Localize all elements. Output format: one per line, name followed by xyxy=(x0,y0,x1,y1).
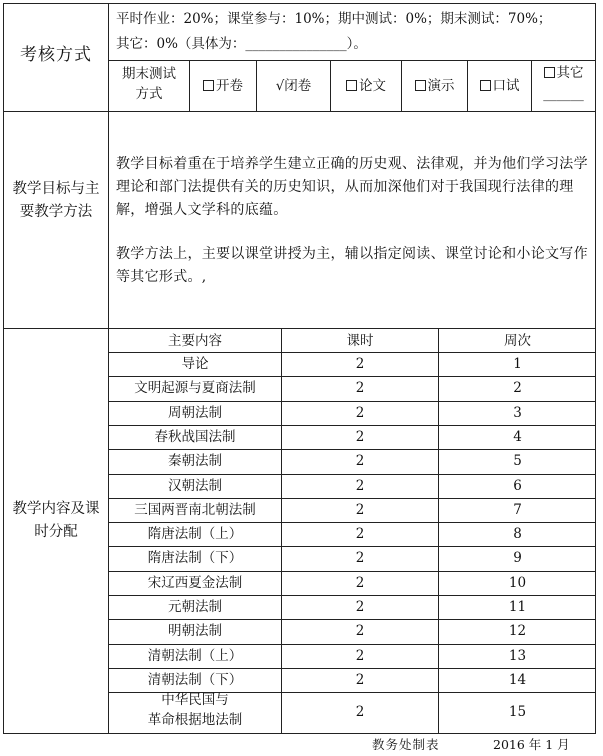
schedule-topic: 宋辽西夏金法制 xyxy=(147,574,243,591)
schedule-week: 7 xyxy=(513,501,522,518)
table-border-bottom xyxy=(3,733,596,734)
schedule-topic: 元朝法制 xyxy=(168,599,222,615)
schedule-header-week: 周次 xyxy=(504,333,531,349)
schedule-topic: 春秋战国法制 xyxy=(154,428,236,445)
schedule-topic: 周朝法制 xyxy=(168,404,222,421)
schedule-last-week: 15 xyxy=(508,704,527,720)
schedule-week: 1 xyxy=(513,356,522,372)
schedule-week: 14 xyxy=(508,671,527,688)
schedule-topic: 明朝法制 xyxy=(168,623,222,640)
schedule-last-topic: 中华民国与 革命根据地法制 xyxy=(147,692,243,728)
schedule-label: 教学内容及课时分配 xyxy=(12,501,100,540)
exam-option-closed-book[interactable] xyxy=(257,74,330,98)
checkbox-icon xyxy=(203,80,214,91)
schedule-week: 5 xyxy=(513,453,522,470)
checkbox-icon xyxy=(480,80,491,91)
footer-date: 2016 年 1 月 xyxy=(493,737,570,752)
weights-other-text: 其它：0%（具体为： xyxy=(116,36,246,52)
schedule-last-hours: 2 xyxy=(355,704,365,720)
schedule-hours: 2 xyxy=(355,647,365,664)
schedule-week: 13 xyxy=(508,647,527,664)
objectives-label: 教学目标与主要教学方法 xyxy=(12,181,100,220)
option-label: 其它 xyxy=(556,65,584,81)
exam-option-open-book[interactable] xyxy=(190,74,256,98)
final-exam-method-label: 期末测试方式 xyxy=(122,66,176,102)
schedule-hours: 2 xyxy=(355,623,365,640)
schedule-topic: 隋唐法制（上） xyxy=(147,526,243,543)
schedule-hours: 2 xyxy=(355,526,365,543)
assessment-label: 考核方式 xyxy=(20,45,92,65)
objectives-paragraph-2: 教学方法上，主要以课堂讲授为主，辅以指定阅读、课堂讨论和小论文写作等其它形式。, xyxy=(116,246,588,285)
schedule-topic: 清朝法制（上） xyxy=(147,647,243,664)
checkbox-icon xyxy=(544,67,555,78)
option-label: 口试 xyxy=(492,78,520,94)
schedule-hours: 2 xyxy=(355,404,365,421)
schedule-hours: 2 xyxy=(355,356,365,372)
exam-option-other-blank: ______ xyxy=(543,86,584,102)
schedule-week: 12 xyxy=(508,623,527,640)
schedule-week: 11 xyxy=(508,599,527,615)
schedule-week: 6 xyxy=(513,477,522,494)
schedule-hours: 2 xyxy=(355,550,365,567)
schedule-header-hours: 课时 xyxy=(346,333,374,349)
option-label: 开卷 xyxy=(216,78,243,94)
schedule-topic: 三国两晋南北朝法制 xyxy=(134,501,256,518)
exam-option-paper[interactable] xyxy=(331,74,401,98)
objectives-paragraph-1: 教学目标着重在于培养学生建立正确的历史观、法律观，并为他们学习法学理论和部门法提供有关的历史知识，从而加深他们对于我国现行法律的理解，增强人文学科的底蕴。 xyxy=(116,156,588,218)
schedule-week: 4 xyxy=(513,428,522,445)
schedule-topic: 秦朝法制 xyxy=(168,453,222,470)
schedule-hours: 2 xyxy=(355,477,365,494)
option-label: 演示 xyxy=(427,78,455,94)
checkmark-icon: √ xyxy=(275,78,285,94)
schedule-hours: 2 xyxy=(355,380,365,397)
table-border-left xyxy=(3,3,4,734)
schedule-hours: 2 xyxy=(355,501,365,518)
checkbox-icon xyxy=(415,80,426,91)
section-divider-1 xyxy=(3,111,596,112)
weights-other-blank: _______________ xyxy=(245,36,347,52)
exam-option-presentation[interactable] xyxy=(402,74,467,98)
schedule-week: 2 xyxy=(513,380,522,397)
schedule-hours: 2 xyxy=(355,453,365,470)
schedule-hours: 2 xyxy=(355,428,365,445)
schedule-topic: 汉朝法制 xyxy=(168,477,222,494)
schedule-topic: 隋唐法制（下） xyxy=(147,550,243,567)
checkbox-icon xyxy=(346,80,357,91)
schedule-week: 10 xyxy=(508,574,527,591)
weights-other-end: ）。 xyxy=(346,36,367,52)
schedule-hours: 2 xyxy=(355,599,365,615)
exam-option-oral[interactable] xyxy=(468,74,531,98)
schedule-week: 9 xyxy=(513,550,522,567)
schedule-topic: 文明起源与夏商法制 xyxy=(134,380,256,397)
footer-maker: 教务处制表 xyxy=(372,737,440,752)
schedule-header-topic: 主要内容 xyxy=(168,333,222,349)
assessment-weights-line2 xyxy=(116,34,367,54)
schedule-week: 3 xyxy=(513,404,522,421)
schedule-hours: 2 xyxy=(355,574,365,591)
option-label: 闭卷 xyxy=(284,78,312,94)
exam-option-other[interactable] xyxy=(532,63,595,83)
table-border-top xyxy=(3,3,596,4)
schedule-topic: 清朝法制（下） xyxy=(147,671,243,688)
schedule-topic: 导论 xyxy=(181,356,209,372)
schedule-hours: 2 xyxy=(355,671,365,688)
schedule-week: 8 xyxy=(513,526,522,543)
assessment-inner-hline xyxy=(108,60,596,61)
assessment-weights-line1: 平时作业：20%；课堂参与：10%；期中测试：0%；期末测试：70%； xyxy=(116,11,552,27)
option-label: 论文 xyxy=(359,78,386,94)
